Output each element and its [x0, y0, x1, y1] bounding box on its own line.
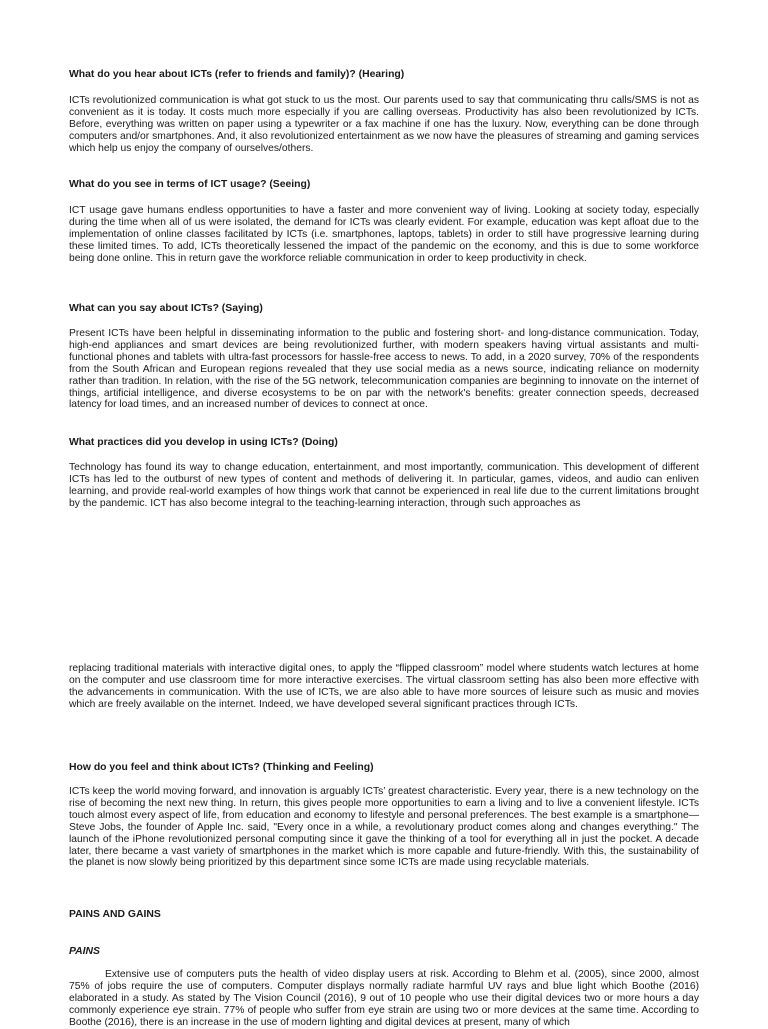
section-heading-hearing: What do you hear about ICTs (refer to friends and family)? (Hearing): [69, 69, 405, 80]
pains-body: Extensive use of computers puts the health of video display users at risk. According to Blehm et al. (2005), since 2000, almost 75% of jobs require the use of computers. Computer displays normally radiate harmful UV rays and blue light which Boothe (2016) elaborated in a study. As stated by The Vision Council (2016), 9 out of 10 people who use their digital devices two or more hours a day commonly experience eye strain. 77% of people who suffer from eye strain are using two or more devices at the same time. According to Boothe (2016), there is an increase in the use of modern lighting and digital devices at present, many of which: [69, 969, 699, 1028]
pains-and-gains-heading: PAINS AND GAINS: [69, 909, 161, 920]
section-heading-seeing: What do you see in terms of ICT usage? (Seeing): [69, 179, 311, 190]
section-heading-thinking-feeling: How do you feel and think about ICTs? (Thinking and Feeling): [69, 762, 374, 773]
section-body-hearing: ICTs revolutionized communication is what got stuck to us the most. Our parents used to say that communicating thru calls/SMS is not as convenient as it is today. It costs much more especially if you are calling overseas. Productivity has also been revolutionized by ICTs. Before, everything was written on paper using a typewriter or a fax machine if one has the luxury. Now, everything can be done through computers and/or smartphones. And, it also revolutionized entertainment as we now have the pleasures of streaming and gaming services which help us enjoy the company of ourselves/others.: [69, 95, 699, 154]
section-heading-doing: What practices did you develop in using ICTs? (Doing): [69, 437, 338, 448]
section-heading-saying: What can you say about ICTs? (Saying): [69, 303, 263, 314]
section-body-seeing: ICT usage gave humans endless opportunities to have a faster and more convenient way of living. Looking at society today, especially during the time when all of us were isolated, the demand for ICTs was clearly evident. For example, education was kept afloat due to the implementation of online classes facilitated by ICTs (i.e. smartphones, laptops, tablets) in order to still have progressive learning during these limited times. To add, ICTs theoretically lessened the impact of the pandemic on the economy, and this is due to some workforce being done online. This in return gave the workforce reliable communication in order to keep productivity in check.: [69, 205, 699, 264]
section-body-saying: Present ICTs have been helpful in disseminating information to the public and fostering short- and long-distance communication. Today, high-end appliances and smart devices are being revolutionized further, with modern speakers having virtual assistants and multi-functional phones and tablets with ultra-fast processors for hassle-free access to news. To add, in a 2020 survey, 70% of the respondents from the South African and European regions revealed that they use social media as a news source, indicating reliance on modernity rather than tradition. In relation, with the rise of the 5G network, telecommunication companies are beginning to innovate on the internet of things, artificial intelligence, and diverse ecosystems to be on par with the network's benefits: greater connection speeds, decreased latency for load times, and an increased number of devices to connect at once.: [69, 328, 699, 411]
section-body-doing-continuation: replacing traditional materials with interactive digital ones, to apply the “flipped classroom” model where students watch lectures at home on the computer and use classroom time for more interactive exercises. The virtual classroom setting has also been more effective with the advancements in communication. With the use of ICTs, we are also able to have more sources of leisure such as music and movies which are freely available on the internet. Indeed, we have developed several significant practices through ICTs.: [69, 663, 699, 710]
pains-subheading: PAINS: [69, 946, 100, 957]
section-body-thinking-feeling: ICTs keep the world moving forward, and innovation is arguably ICTs’ greatest characteristic. Every year, there is a new technology on the rise of becoming the next new thing. In return, this gives people more opportunities to earn a living and to live a convenient lifestyle. ICTs touch almost every aspect of life, from education and economy to lifestyle and personal preferences. The best example is a smartphone—Steve Jobs, the founder of Apple Inc. said, "Every once in a while, a revolutionary product comes along and changes everything." The launch of the iPhone revolutionized personal computing since it gave the thinking of a tool for everything all in just the pocket. A decade later, there became a vast variety of smartphones in the market which is more capable and future-friendly. With this, the sustainability of the planet is now slowly being prioritized by this department since some ICTs are made using recyclable materials.: [69, 786, 699, 869]
section-body-doing: Technology has found its way to change education, entertainment, and most importantly, communication. This development of different ICTs has led to the outburst of new types of content and methods of delivering it. In particular, games, videos, and audio can enliven learning, and provide real-world examples of how things work that cannot be experienced in real life due to the current limitations brought by the pandemic. ICT has also become integral to the teaching-learning interaction, through such approaches as: [69, 462, 699, 509]
